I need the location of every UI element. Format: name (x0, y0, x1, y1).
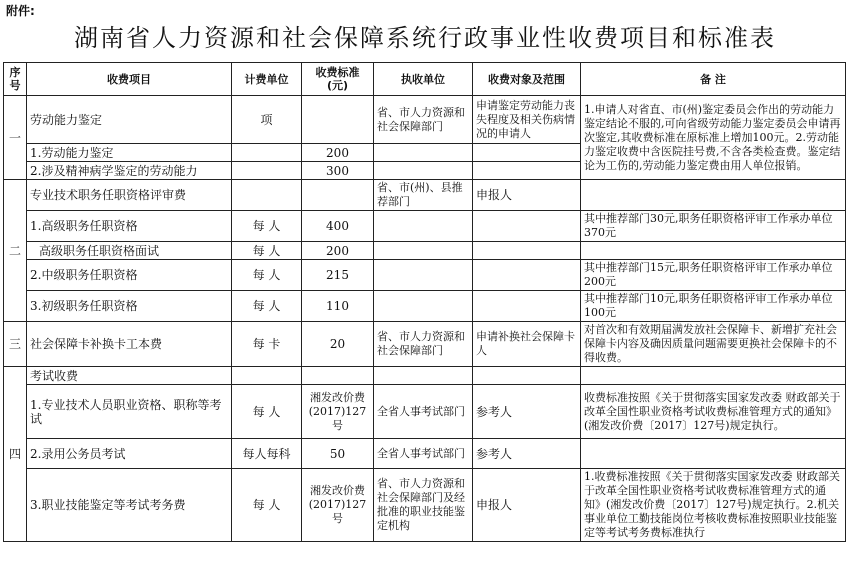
row-agency (374, 211, 473, 242)
row-item: 考试收费 (27, 367, 232, 385)
row-unit: 每 人 (232, 260, 302, 291)
row-item: 劳动能力鉴定 (27, 96, 232, 144)
row-remark: 其中推荐部门10元,职务任职资格评审工作承办单位100元 (581, 291, 846, 322)
row-agency (374, 291, 473, 322)
table-row (4, 291, 846, 322)
row-scope (473, 291, 581, 322)
row-scope (473, 367, 581, 385)
row-standard (302, 367, 374, 385)
header-seq: 序号 (4, 63, 27, 96)
row-standard: 20 (302, 322, 374, 367)
row-standard: 200 (302, 144, 374, 162)
row-unit (232, 144, 302, 162)
row-item: 2.涉及精神病学鉴定的劳动能力 (27, 162, 232, 180)
row-unit: 每 人 (232, 242, 302, 260)
row-seq: 四 (4, 367, 27, 542)
attachment-label: 附件: (6, 4, 35, 18)
row-agency (374, 162, 473, 180)
row-unit (232, 162, 302, 180)
row-scope (473, 162, 581, 180)
row-unit: 每 人 (232, 291, 302, 322)
header-item: 收费项目 (27, 63, 232, 96)
row-agency (374, 144, 473, 162)
row-unit: 项 (232, 96, 302, 144)
table-header-row (4, 63, 846, 96)
row-agency: 省、市(州)、县推荐部门 (374, 180, 473, 211)
row-item: 高级职务任职资格面试 (27, 242, 232, 260)
row-item: 1.专业技术人员职业资格、职称等考试 (27, 385, 232, 439)
row-remark: 其中推荐部门15元,职务任职资格评审工作承办单位200元 (581, 260, 846, 291)
header-agency: 执收单位 (374, 63, 473, 96)
row-item: 1.高级职务任职资格 (27, 211, 232, 242)
row-item: 3.初级职务任职资格 (27, 291, 232, 322)
row-standard: 110 (302, 291, 374, 322)
row-unit (232, 367, 302, 385)
row-standard: 200 (302, 242, 374, 260)
row-agency: 省、市人力资源和社会保障部门及经批准的职业技能鉴定机构 (374, 469, 473, 542)
row-standard (302, 180, 374, 211)
row-item: 1.劳动能力鉴定 (27, 144, 232, 162)
table-row (4, 439, 846, 469)
row-remark (581, 367, 846, 385)
row-scope: 申报人 (473, 469, 581, 542)
row-item: 3.职业技能鉴定等考试考务费 (27, 469, 232, 542)
row-remark (581, 180, 846, 211)
row-remark: 1.申请人对省直、市(州)鉴定委员会作出的劳动能力鉴定结论不服的,可向省级劳动能力鉴定委员会申请再次鉴定,其收费标准在原标准上增加100元。2.劳动能力鉴定收费中含医院挂号费,不含各类检查费。鉴定结论为工伤的,劳动能力鉴定费由用人单位报销。 (581, 96, 846, 180)
row-item: 专业技术职务任职资格评审费 (27, 180, 232, 211)
row-remark (581, 242, 846, 260)
table-row (4, 180, 846, 211)
row-remark: 1.收费标准按照《关于贯彻落实国家发改委 财政部关于改革全国性职业资格考试收费标准管理方式的通知》(湘发改价费〔2017〕127号)规定执行。2.机关事业单位工勤技能岗位考核收费标准按照职业技能鉴定等考试考务费标准执行 (581, 469, 846, 542)
row-remark: 收费标准按照《关于贯彻落实国家发改委 财政部关于改革全国性职业资格考试收费标准管理方式的通知》(湘发改价费〔2017〕127号)规定执行。 (581, 385, 846, 439)
row-unit: 每 人 (232, 211, 302, 242)
row-unit: 每人每科 (232, 439, 302, 469)
header-remark: 备 注 (581, 63, 846, 96)
header-scope: 收费对象及范围 (473, 63, 581, 96)
row-standard: 400 (302, 211, 374, 242)
row-agency: 全省人事考试部门 (374, 385, 473, 439)
row-scope: 申请鉴定劳动能力丧失程度及相关伤病情况的申请人 (473, 96, 581, 144)
header-standard: 收费标准(元) (302, 63, 374, 96)
row-standard (302, 96, 374, 144)
row-agency: 省、市人力资源和社会保障部门 (374, 322, 473, 367)
row-item: 2.录用公务员考试 (27, 439, 232, 469)
row-scope (473, 260, 581, 291)
row-standard: 215 (302, 260, 374, 291)
fee-table (3, 62, 846, 542)
row-unit (232, 180, 302, 211)
row-agency: 全省人事考试部门 (374, 439, 473, 469)
row-standard: 湘发改价费(2017)127号 (302, 469, 374, 542)
row-item: 社会保障卡补换卡工本费 (27, 322, 232, 367)
row-remark (581, 439, 846, 469)
row-scope: 参考人 (473, 439, 581, 469)
row-remark: 对首次和有效期届满发放社会保障卡、新增扩充社会保障卡内容及确因质量问题需要更换社会保障卡的不得收费。 (581, 322, 846, 367)
row-unit: 每 卡 (232, 322, 302, 367)
row-seq: 二 (4, 180, 27, 322)
row-agency (374, 242, 473, 260)
table-row (4, 469, 846, 542)
row-seq: 三 (4, 322, 27, 367)
row-scope (473, 211, 581, 242)
row-seq: 一 (4, 96, 27, 180)
table-row (4, 96, 846, 144)
row-unit: 每 人 (232, 385, 302, 439)
page-title: 湖南省人力资源和社会保障系统行政事业性收费项目和标准表 (74, 24, 776, 52)
header-unit: 计费单位 (232, 63, 302, 96)
table-row (4, 322, 846, 367)
table-row (4, 385, 846, 439)
row-scope: 申报人 (473, 180, 581, 211)
row-standard: 50 (302, 439, 374, 469)
table-row (4, 211, 846, 242)
row-scope: 申请补换社会保障卡人 (473, 322, 581, 367)
table-row (4, 367, 846, 385)
row-item: 2.中级职务任职资格 (27, 260, 232, 291)
row-agency (374, 367, 473, 385)
row-agency: 省、市人力资源和社会保障部门 (374, 96, 473, 144)
table-row (4, 242, 846, 260)
row-scope (473, 144, 581, 162)
row-standard: 湘发改价费(2017)127号 (302, 385, 374, 439)
row-remark: 其中推荐部门30元,职务任职资格评审工作承办单位370元 (581, 211, 846, 242)
table-row (4, 260, 846, 291)
row-agency (374, 260, 473, 291)
row-scope: 参考人 (473, 385, 581, 439)
row-unit: 每 人 (232, 469, 302, 542)
row-scope (473, 242, 581, 260)
row-standard: 300 (302, 162, 374, 180)
